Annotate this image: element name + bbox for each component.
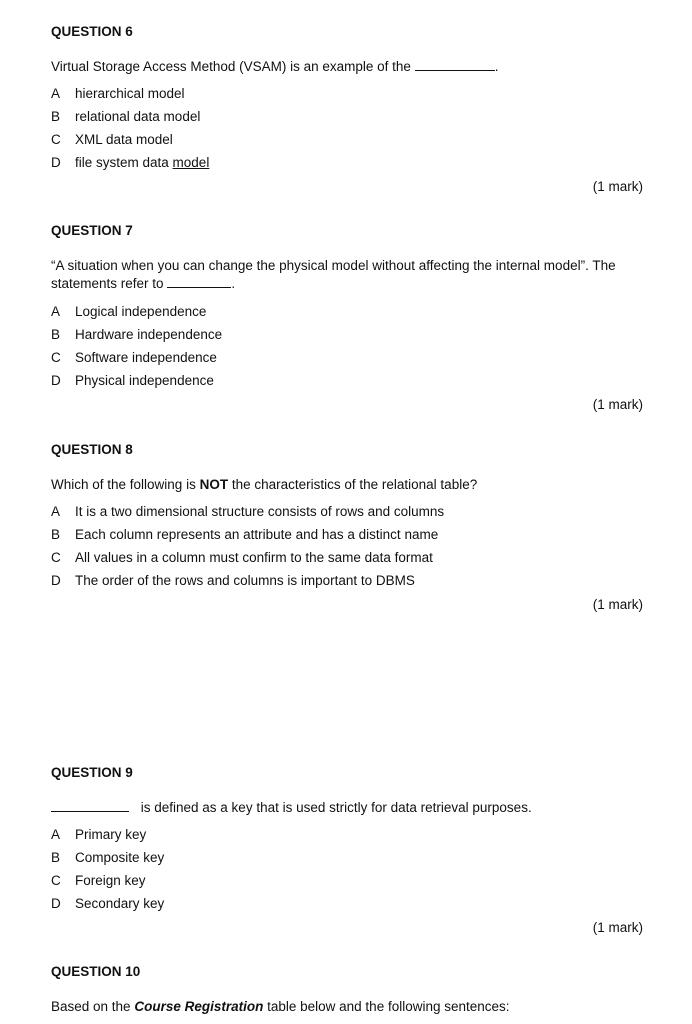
question-9-stem xyxy=(51,799,643,817)
question-9-stem-text: is defined as a key that is used strictly for data retrieval purposes. xyxy=(137,800,532,815)
option-text: XML data model xyxy=(75,132,173,147)
question-7-stem-end: . xyxy=(231,276,236,291)
option-b xyxy=(51,108,200,126)
question-8-stem-text: Which of the following is xyxy=(51,477,200,492)
question-6-title: QUESTION 6 xyxy=(51,24,133,39)
option-letter: A xyxy=(51,827,61,842)
option-a xyxy=(51,826,146,844)
option-text: hierarchical model xyxy=(75,86,185,101)
question-10-title: QUESTION 10 xyxy=(51,964,141,979)
option-letter: C xyxy=(51,132,61,147)
option-letter: C xyxy=(51,550,61,565)
question-8-stem-end: the characteristics of the relational table? xyxy=(228,477,478,492)
question-7-stem xyxy=(51,257,643,293)
question-10-stem-text: Based on the xyxy=(51,999,135,1014)
question-7-title: QUESTION 7 xyxy=(51,223,133,238)
option-letter: B xyxy=(51,327,61,342)
question-7-stem-line2 xyxy=(51,275,643,293)
option-c xyxy=(51,131,173,149)
option-letter: C xyxy=(51,873,61,888)
option-text: Secondary key xyxy=(75,896,165,911)
option-d xyxy=(51,154,209,172)
mark-label: (1 mark) xyxy=(592,597,643,612)
option-text: The order of the rows and columns is important to DBMS xyxy=(75,573,415,588)
option-text-underlined: model xyxy=(172,155,210,170)
option-letter: B xyxy=(51,850,61,865)
option-letter: B xyxy=(51,527,61,542)
answer-blank xyxy=(415,58,495,71)
question-8-title: QUESTION 8 xyxy=(51,442,133,457)
option-b xyxy=(51,849,164,867)
question-7-stem-line1: “A situation when you can change the physical model without affecting the internal model”. The xyxy=(51,258,616,273)
option-d xyxy=(51,895,164,913)
option-text: Foreign key xyxy=(75,873,146,888)
option-text: Primary key xyxy=(75,827,147,842)
option-letter: A xyxy=(51,504,61,519)
option-letter: D xyxy=(51,155,61,170)
question-9-title: QUESTION 9 xyxy=(51,765,133,780)
option-text: Hardware independence xyxy=(75,327,223,342)
option-c xyxy=(51,872,146,890)
option-text: Each column represents an attribute and has a distinct name xyxy=(75,527,439,542)
answer-blank xyxy=(167,275,231,288)
question-8-stem-emphasis: NOT xyxy=(199,477,229,492)
option-text: Physical independence xyxy=(75,373,214,388)
option-a xyxy=(51,503,444,521)
option-text: relational data model xyxy=(75,109,201,124)
mark-label: (1 mark) xyxy=(592,179,643,194)
question-6-stem xyxy=(51,58,643,76)
option-letter: A xyxy=(51,86,61,101)
option-text: All values in a column must confirm to the same data format xyxy=(75,550,433,565)
option-letter: C xyxy=(51,350,61,365)
option-a xyxy=(51,85,185,103)
answer-blank xyxy=(51,799,129,812)
option-text: It is a two dimensional structure consists of rows and columns xyxy=(75,504,445,519)
option-text: Logical independence xyxy=(75,304,207,319)
option-letter: D xyxy=(51,373,61,388)
question-7-stem-line2-text: statements refer to xyxy=(51,276,168,291)
question-6-stem-end: . xyxy=(494,59,499,74)
option-text: Software independence xyxy=(75,350,217,365)
option-c xyxy=(51,549,433,567)
mark-label: (1 mark) xyxy=(592,920,643,935)
question-10-stem xyxy=(51,998,643,1016)
option-d xyxy=(51,572,415,590)
option-b xyxy=(51,526,438,544)
option-d xyxy=(51,372,214,390)
option-letter: A xyxy=(51,304,61,319)
option-text: Composite key xyxy=(75,850,165,865)
option-a xyxy=(51,303,206,321)
option-letter: D xyxy=(51,573,61,588)
option-b xyxy=(51,326,222,344)
option-letter: D xyxy=(51,896,61,911)
question-10-stem-end: table below and the following sentences: xyxy=(263,999,510,1014)
mark-label: (1 mark) xyxy=(592,397,643,412)
option-letter: B xyxy=(51,109,61,124)
question-6-stem-text: Virtual Storage Access Method (VSAM) is an example of the xyxy=(51,59,415,74)
option-text: file system data xyxy=(75,155,173,170)
option-c xyxy=(51,349,217,367)
question-8-stem xyxy=(51,476,643,494)
table-name: Course Registration xyxy=(134,999,264,1014)
